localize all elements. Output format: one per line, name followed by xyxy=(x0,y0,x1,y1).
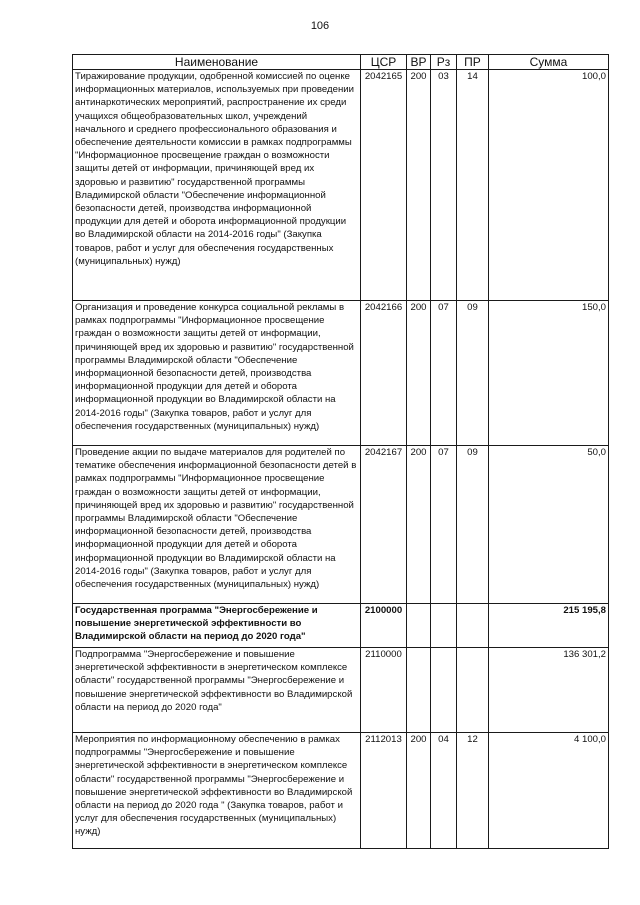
budget-table xyxy=(72,54,609,849)
page-number: 106 xyxy=(310,20,330,32)
table-header-row xyxy=(73,55,609,70)
row-sum: 4 100,0 xyxy=(489,733,609,849)
table-row xyxy=(73,604,609,648)
row-sum: 50,0 xyxy=(489,446,609,604)
row-vr: 200 xyxy=(407,733,431,849)
row-pr xyxy=(457,604,489,648)
row-rz xyxy=(431,648,457,733)
row-rz: 03 xyxy=(431,70,457,301)
row-vr: 200 xyxy=(407,301,431,446)
row-pr: 09 xyxy=(457,301,489,446)
table-row xyxy=(73,301,609,446)
row-rz: 07 xyxy=(431,446,457,604)
row-vr xyxy=(407,604,431,648)
row-sum: 100,0 xyxy=(489,70,609,301)
row-vr xyxy=(407,648,431,733)
row-name: Государственная программа "Энергосбережение и повышение энергетической эффективности во Владимирской области на период до 2020 года" xyxy=(73,604,361,648)
table-row xyxy=(73,446,609,604)
row-csr: 2100000 xyxy=(361,604,407,648)
row-sum: 136 301,2 xyxy=(489,648,609,733)
table-row xyxy=(73,70,609,301)
row-vr: 200 xyxy=(407,70,431,301)
row-csr: 2042167 xyxy=(361,446,407,604)
row-csr: 2042166 xyxy=(361,301,407,446)
row-rz xyxy=(431,604,457,648)
row-sum: 150,0 xyxy=(489,301,609,446)
row-csr: 2110000 xyxy=(361,648,407,733)
row-pr xyxy=(457,648,489,733)
row-pr: 14 xyxy=(457,70,489,301)
table-row xyxy=(73,733,609,849)
row-rz: 04 xyxy=(431,733,457,849)
row-name: Подпрограмма "Энергосбережение и повышение энергетической эффективности в энергетическом комплексе области" государственной программы "Энергосбережение и повышение энергетической эффективности во Владимирской области на период до 2020 года" xyxy=(73,648,361,733)
column-header-rz: Рз xyxy=(431,55,457,70)
column-header-vr: ВР xyxy=(407,55,431,70)
row-csr: 2042165 xyxy=(361,70,407,301)
column-header-name: Наименование xyxy=(73,55,361,70)
column-header-sum: Сумма xyxy=(489,55,609,70)
row-name: Тиражирование продукции, одобренной комиссией по оценке информационных материалов, используемых при проведении антинаркотических мероприятий, распространение их среди учащихся общеобразовательных школ, учреждений начального и среднего профессионального образования и обеспечение деятельности комиссии в рамках подпрограммы "Информационное просвещение граждан о возможности защиты детей от информации, причиняющей вред их здоровью и развитию" государственной программы Владимирской области "Обеспечение информационной безопасности детей, производства информационной продукции для детей и оборота информационной продукции во Владимирской области на 2014-2016 годы" (Закупка товаров, работ и услуг для обеспечения государственных (муниципальных) нужд) xyxy=(73,70,361,301)
row-name: Мероприятия по информационному обеспечению в рамках подпрограммы "Энергосбережение и повышение энергетической эффективности в энергетическом комплексе области" государственной программы "Энергосбережение и повышение энергетической эффективности во Владимирской области на период до 2020 года " (Закупка товаров, работ и услуг для обеспечения государственных (муниципальных) нужд) xyxy=(73,733,361,849)
row-pr: 09 xyxy=(457,446,489,604)
row-csr: 2112013 xyxy=(361,733,407,849)
column-header-pr: ПР xyxy=(457,55,489,70)
row-vr: 200 xyxy=(407,446,431,604)
row-name: Проведение акции по выдаче материалов для родителей по тематике обеспечения информационной безопасности детей в рамках подпрограммы "Информационное просвещение граждан о возможности защиты детей от информации, причиняющей вред их здоровью и развитию" государственной программы Владимирской области "Обеспечение информационной безопасности детей, производства информационной продукции для детей и оборота информационной продукции во Владимирской области на 2014-2016 годы" (Закупка товаров, работ и услуг для обеспечения государственных (муниципальных) нужд) xyxy=(73,446,361,604)
table-row xyxy=(73,648,609,733)
column-header-csr: ЦСР xyxy=(361,55,407,70)
row-pr: 12 xyxy=(457,733,489,849)
row-rz: 07 xyxy=(431,301,457,446)
row-name: Организация и проведение конкурса социальной рекламы в рамках подпрограммы "Информационное просвещение граждан о возможности защиты детей от информации, причиняющей вред их здоровью и развитию" государственной программы Владимирской области "Обеспечение информационной безопасности детей, производства информационной продукции для детей и оборота информационной продукции во Владимирской области на 2014-2016 годы" (Закупка товаров, работ и услуг для обеспечения государственных (муниципальных) нужд) xyxy=(73,301,361,446)
row-sum: 215 195,8 xyxy=(489,604,609,648)
